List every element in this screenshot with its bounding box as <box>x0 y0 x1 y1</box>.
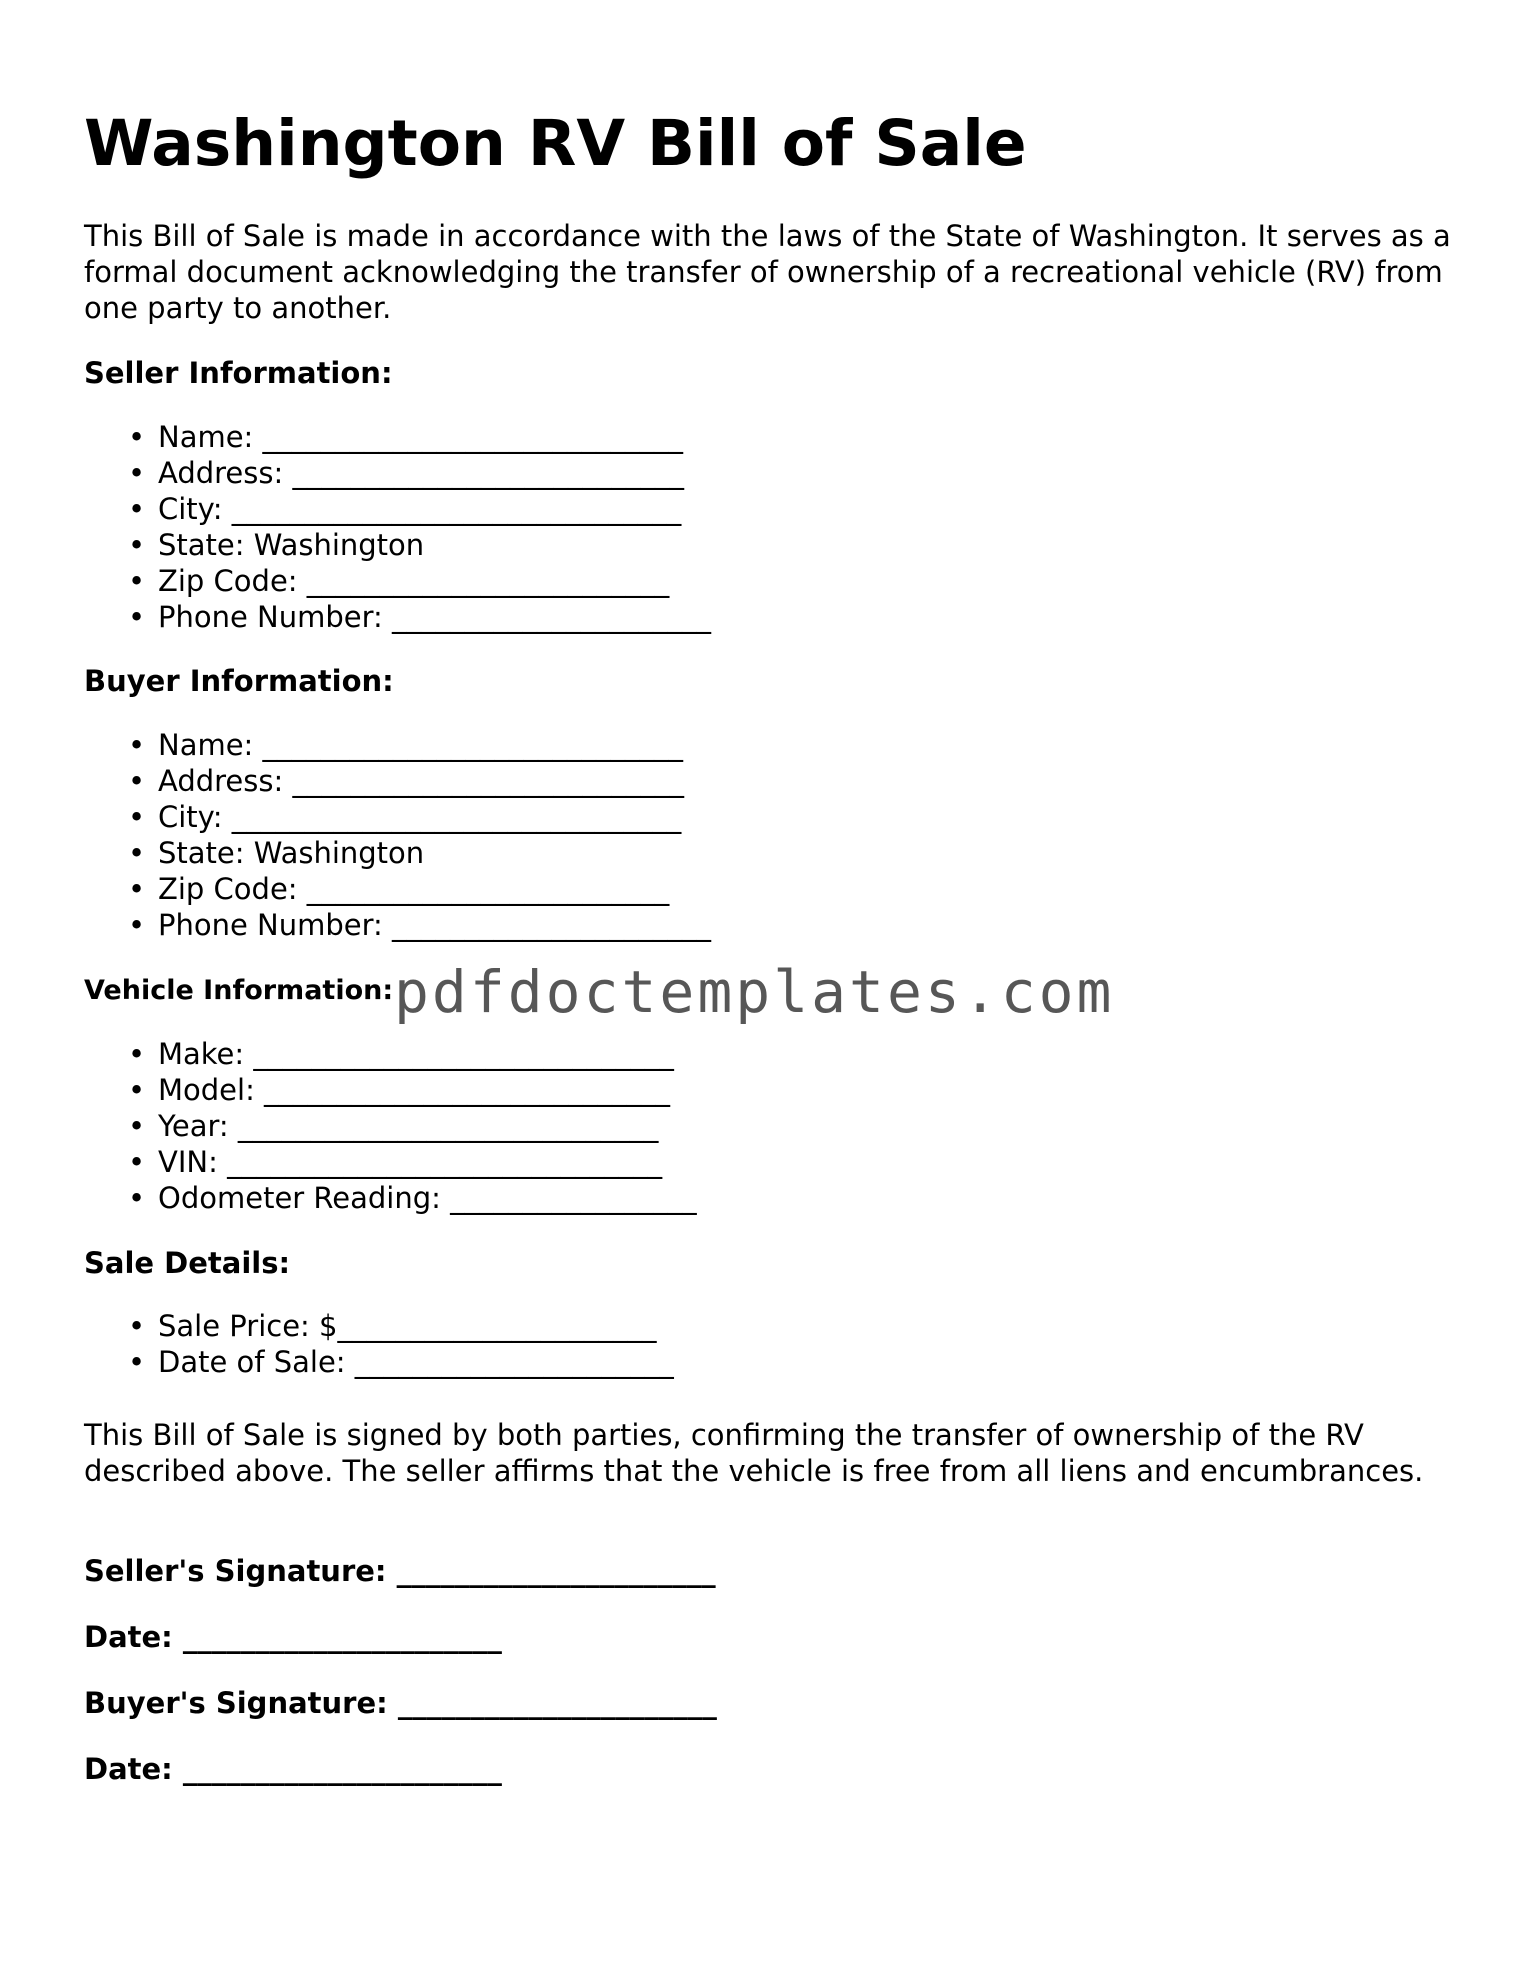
buyer-fields-list <box>84 727 711 943</box>
field-label: VIN: ______________________________ <box>158 1145 663 1179</box>
field-label: City: _______________________________ <box>158 492 682 526</box>
vehicle-odometer-field[interactable] <box>84 1180 697 1216</box>
bullet-icon: • <box>128 1345 146 1379</box>
bullet-icon: • <box>128 836 146 870</box>
buyer-zip-field[interactable] <box>84 871 711 907</box>
bullet-icon: • <box>128 1073 146 1107</box>
seller-address-field[interactable] <box>84 455 711 491</box>
bullet-icon: • <box>128 908 146 942</box>
sale-section-heading: Sale Details: <box>84 1246 291 1280</box>
seller-signature-line[interactable]: Seller's Signature: ______________________ <box>84 1554 716 1588</box>
buyer-date-line[interactable]: Date: ______________________ <box>84 1752 502 1786</box>
seller-section-heading: Seller Information: <box>84 356 393 390</box>
vehicle-model-field[interactable] <box>84 1072 697 1108</box>
bullet-icon: • <box>128 492 146 526</box>
bullet-icon: • <box>128 1309 146 1343</box>
bullet-icon: • <box>128 564 146 598</box>
seller-city-field[interactable] <box>84 491 711 527</box>
vehicle-section-heading: Vehicle Information: <box>84 975 394 1006</box>
seller-state-field <box>84 527 711 563</box>
buyer-name-field[interactable] <box>84 727 711 763</box>
bullet-icon: • <box>128 1109 146 1143</box>
field-label: Zip Code: _________________________ <box>158 872 670 906</box>
field-label: Model: ____________________________ <box>158 1073 671 1107</box>
seller-name-field[interactable] <box>84 419 711 455</box>
bullet-icon: • <box>128 800 146 834</box>
field-label: Name: _____________________________ <box>158 420 684 454</box>
seller-fields-list <box>84 419 711 635</box>
buyer-signature-line[interactable]: Buyer's Signature: ______________________ <box>84 1686 717 1720</box>
vehicle-make-field[interactable] <box>84 1036 697 1072</box>
buyer-phone-field[interactable] <box>84 907 711 943</box>
document-title: Washington RV Bill of Sale <box>84 107 1027 180</box>
field-label: Sale Price: $______________________ <box>158 1309 657 1343</box>
bullet-icon: • <box>128 728 146 762</box>
field-label: Address: ___________________________ <box>158 764 684 798</box>
field-label: State: Washington <box>158 836 425 870</box>
field-label: City: _______________________________ <box>158 800 682 834</box>
bullet-icon: • <box>128 600 146 634</box>
watermark-text: pdfdoctemplates.com <box>394 958 1115 1026</box>
buyer-address-field[interactable] <box>84 763 711 799</box>
vehicle-fields-list <box>84 1036 697 1216</box>
bullet-icon: • <box>128 764 146 798</box>
buyer-state-field <box>84 835 711 871</box>
field-label: Odometer Reading: _________________ <box>158 1181 697 1215</box>
seller-phone-field[interactable] <box>84 599 711 635</box>
closing-paragraph: This Bill of Sale is signed by both parties, confirming the transfer of ownership of the RV described above. The seller affirms that the vehicle is free from all liens and encumbrances. <box>84 1418 1424 1488</box>
bullet-icon: • <box>128 1181 146 1215</box>
sale-date-field[interactable] <box>84 1344 674 1380</box>
field-label: Year: _____________________________ <box>158 1109 659 1143</box>
intro-paragraph: This Bill of Sale is made in accordance with the laws of the State of Washington. It serves as a formal document acknowledging the transfer of ownership of a recreational vehicle (RV) from one party to another. <box>84 219 1451 325</box>
field-label: Phone Number: ______________________ <box>158 600 712 634</box>
bullet-icon: • <box>128 1037 146 1071</box>
seller-date-line[interactable]: Date: ______________________ <box>84 1620 502 1654</box>
field-label: Address: ___________________________ <box>158 456 684 490</box>
field-label: Phone Number: ______________________ <box>158 908 712 942</box>
bullet-icon: • <box>128 420 146 454</box>
bullet-icon: • <box>128 456 146 490</box>
buyer-city-field[interactable] <box>84 799 711 835</box>
vehicle-year-field[interactable] <box>84 1108 697 1144</box>
sale-price-field[interactable] <box>84 1308 674 1344</box>
field-label: Zip Code: _________________________ <box>158 564 670 598</box>
bullet-icon: • <box>128 528 146 562</box>
field-label: Make: _____________________________ <box>158 1037 674 1071</box>
field-label: Name: _____________________________ <box>158 728 684 762</box>
buyer-section-heading: Buyer Information: <box>84 664 394 698</box>
sale-fields-list <box>84 1308 674 1380</box>
field-label: Date of Sale: ______________________ <box>158 1345 674 1379</box>
bullet-icon: • <box>128 872 146 906</box>
seller-zip-field[interactable] <box>84 563 711 599</box>
vehicle-vin-field[interactable] <box>84 1144 697 1180</box>
field-label: State: Washington <box>158 528 425 562</box>
bullet-icon: • <box>128 1145 146 1179</box>
